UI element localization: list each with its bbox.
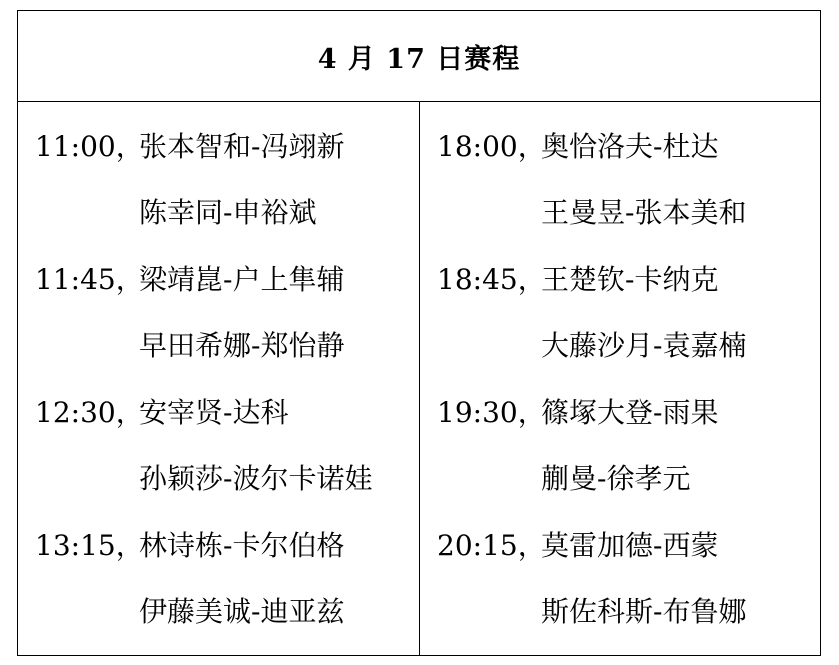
slot-time: 20:15， [437, 529, 546, 562]
match-1: 王楚钦-卡纳克 [541, 263, 719, 296]
time-slot [420, 528, 822, 661]
slot-time: 19:30， [437, 396, 546, 429]
match-2: 大藤沙月-袁嘉楠 [541, 329, 747, 362]
match-2: 陈幸同-申裕斌 [139, 196, 317, 229]
title-row [18, 11, 820, 102]
slot-time: 13:15， [35, 529, 144, 562]
match-1: 林诗栋-卡尔伯格 [139, 529, 345, 562]
match-2: 早田希娜-郑怡静 [139, 329, 345, 362]
match-1: 篠塚大登-雨果 [541, 396, 719, 429]
left-column [18, 129, 419, 661]
time-slot [18, 129, 419, 262]
slot-time: 12:30， [35, 396, 144, 429]
slot-time: 11:00， [35, 130, 144, 163]
right-column [420, 129, 822, 661]
match-1: 安宰贤-达科 [139, 396, 289, 429]
match-2: 王曼昱-张本美和 [541, 196, 747, 229]
match-2: 斯佐科斯-布鲁娜 [541, 595, 747, 628]
time-slot [420, 395, 822, 528]
match-2: 孙颖莎-波尔卡诺娃 [139, 462, 373, 495]
slot-time: 11:45， [35, 263, 144, 296]
schedule-title: 4 月 17 日赛程 [317, 43, 521, 75]
match-1: 梁靖崑-户上隼辅 [139, 263, 345, 296]
match-1: 莫雷加德-西蒙 [541, 529, 719, 562]
time-slot [18, 395, 419, 528]
slot-time: 18:45， [437, 263, 546, 296]
time-slot [420, 262, 822, 395]
schedule-table [17, 10, 821, 656]
match-2: 伊藤美诚-迪亚兹 [139, 595, 345, 628]
match-1: 奥恰洛夫-杜达 [541, 130, 719, 163]
time-slot [18, 262, 419, 395]
match-1: 张本智和-冯翊新 [139, 130, 345, 163]
slot-time: 18:00， [437, 130, 546, 163]
match-2: 蒯曼-徐孝元 [541, 462, 691, 495]
time-slot [18, 528, 419, 661]
time-slot [420, 129, 822, 262]
